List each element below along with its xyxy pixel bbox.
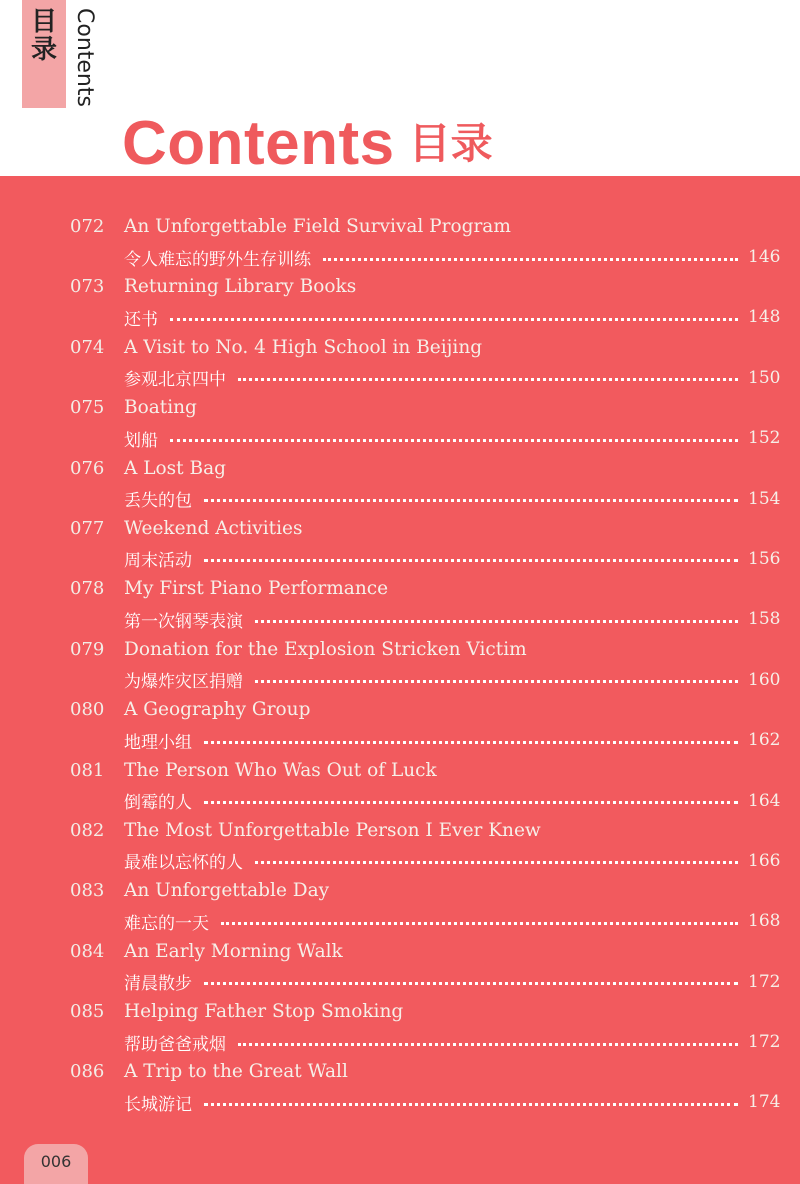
- entry-chinese-line: [124, 303, 780, 331]
- leader-dots: [204, 801, 738, 804]
- entry-title-chinese: 丢失的包: [124, 491, 192, 512]
- leader-dots: [204, 559, 738, 562]
- entry-number: 082: [70, 819, 105, 841]
- toc-entry[interactable]: [0, 1058, 800, 1118]
- entry-number: 084: [70, 940, 105, 962]
- entry-page-number: 172: [748, 971, 781, 992]
- entry-title-chinese: 清晨散步: [124, 974, 192, 995]
- entry-title-chinese: 倒霉的人: [124, 793, 192, 814]
- toc-entry[interactable]: [0, 575, 800, 635]
- entry-chinese-line: [124, 545, 780, 573]
- entry-title-english: A Visit to No. 4 High School in Beijing: [124, 336, 483, 358]
- entry-number: 079: [70, 638, 105, 660]
- toc-entry[interactable]: [0, 877, 800, 937]
- leader-dots: [204, 499, 738, 502]
- entry-title-english: Weekend Activities: [124, 517, 303, 539]
- toc-entry[interactable]: [0, 455, 800, 515]
- entry-title-english: The Most Unforgettable Person I Ever Knew: [124, 819, 541, 841]
- entry-page-number: 154: [748, 488, 781, 509]
- page-title-chinese: 目录: [408, 119, 493, 168]
- entry-chinese-line: [124, 726, 780, 754]
- page-title: [122, 108, 493, 178]
- entry-page-number: 160: [748, 669, 781, 690]
- entry-title-english: My First Piano Performance: [124, 578, 389, 600]
- entry-chinese-line: [124, 605, 780, 633]
- entry-page-number: 166: [748, 850, 781, 871]
- entry-number: 074: [70, 336, 105, 358]
- entry-title-english: An Unforgettable Day: [124, 880, 330, 902]
- toc-entry[interactable]: [0, 515, 800, 575]
- entry-page-number: 168: [748, 911, 781, 932]
- entry-title-chinese: 难忘的一天: [124, 913, 209, 934]
- entry-title-chinese: 周末活动: [124, 551, 192, 572]
- leader-dots: [170, 439, 738, 442]
- leader-dots: [255, 861, 738, 864]
- entry-title-english: A Geography Group: [124, 699, 311, 721]
- entry-page-number: 162: [748, 730, 781, 751]
- entry-title-chinese: 为爆炸灾区捐赠: [124, 672, 243, 693]
- entry-page-number: 174: [748, 1092, 781, 1113]
- page-number: 006: [40, 1152, 72, 1171]
- entry-title-english: A Trip to the Great Wall: [124, 1061, 348, 1083]
- entry-chinese-line: [124, 1028, 780, 1056]
- entry-title-chinese: 地理小组: [124, 732, 192, 753]
- leader-dots: [238, 378, 738, 381]
- entry-number: 080: [70, 699, 105, 721]
- entry-title-chinese: 长城游记: [124, 1094, 192, 1115]
- entry-chinese-line: [124, 968, 780, 996]
- entry-title-english: An Unforgettable Field Survival Program: [124, 216, 511, 237]
- toc-entry[interactable]: [0, 998, 800, 1058]
- toc-entry[interactable]: [0, 757, 800, 817]
- leader-dots: [221, 922, 738, 925]
- entry-title-english: Returning Library Books: [124, 276, 357, 298]
- leader-dots: [255, 620, 738, 623]
- toc-entry[interactable]: [0, 636, 800, 696]
- entry-chinese-line: [124, 907, 780, 935]
- toc-entry[interactable]: [0, 273, 800, 333]
- entry-page-number: 148: [748, 307, 781, 328]
- leader-dots: [204, 741, 738, 744]
- entry-chinese-line: [124, 787, 780, 815]
- entry-title-chinese: 还书: [124, 309, 158, 330]
- entry-number: 086: [70, 1061, 105, 1083]
- entry-chinese-line: [124, 424, 780, 452]
- entry-page-number: 150: [748, 367, 781, 388]
- leader-dots: [204, 1103, 738, 1106]
- entry-chinese-line: [124, 364, 780, 392]
- entry-number: 075: [70, 397, 105, 419]
- page-title-english: Contents: [122, 109, 395, 178]
- side-tab-english-label: Contents: [72, 8, 97, 107]
- entry-chinese-line: [124, 847, 780, 875]
- table-of-contents: [0, 213, 800, 1119]
- toc-entry[interactable]: [0, 334, 800, 394]
- entry-title-english: Donation for the Explosion Stricken Victim: [124, 638, 527, 660]
- entry-page-number: 152: [748, 428, 781, 449]
- toc-entry[interactable]: [0, 213, 800, 273]
- entry-number: 085: [70, 1001, 105, 1023]
- entry-chinese-line: [124, 666, 780, 694]
- entry-number: 081: [70, 759, 105, 781]
- entry-chinese-line: [124, 243, 780, 271]
- entry-page-number: 156: [748, 548, 781, 569]
- side-tab-chinese-label: 目录: [30, 7, 57, 65]
- entry-title-chinese: 划船: [124, 430, 158, 451]
- entry-page-number: 158: [748, 609, 781, 630]
- leader-dots: [323, 258, 738, 261]
- leader-dots: [204, 982, 738, 985]
- entry-title-chinese: 最难以忘怀的人: [124, 853, 243, 874]
- entry-title-english: Helping Father Stop Smoking: [124, 1001, 404, 1023]
- entry-title-chinese: 第一次钢琴表演: [124, 611, 243, 632]
- entry-page-number: 172: [748, 1032, 781, 1053]
- entry-title-english: A Lost Bag: [124, 457, 226, 479]
- entry-number: 072: [70, 216, 105, 237]
- toc-entry[interactable]: [0, 394, 800, 454]
- entry-chinese-line: [124, 1088, 780, 1116]
- entry-number: 076: [70, 457, 105, 479]
- entry-title-chinese: 令人难忘的野外生存训练: [124, 249, 311, 270]
- toc-entry[interactable]: [0, 696, 800, 756]
- entry-title-english: Boating: [124, 397, 197, 419]
- entry-title-english: The Person Who Was Out of Luck: [124, 759, 437, 781]
- entry-title-english: An Early Morning Walk: [124, 940, 343, 962]
- leader-dots: [170, 318, 738, 321]
- entry-number: 077: [70, 517, 105, 539]
- entry-page-number: 146: [748, 247, 781, 267]
- entry-number: 078: [70, 578, 105, 600]
- entry-title-chinese: 帮助爸爸戒烟: [124, 1034, 226, 1055]
- entry-title-chinese: 参观北京四中: [124, 370, 226, 391]
- leader-dots: [255, 680, 738, 683]
- toc-entry[interactable]: [0, 817, 800, 877]
- leader-dots: [238, 1043, 738, 1046]
- entry-number: 073: [70, 276, 105, 298]
- entry-chinese-line: [124, 485, 780, 513]
- toc-entry[interactable]: [0, 938, 800, 998]
- entry-number: 083: [70, 880, 105, 902]
- entry-page-number: 164: [748, 790, 781, 811]
